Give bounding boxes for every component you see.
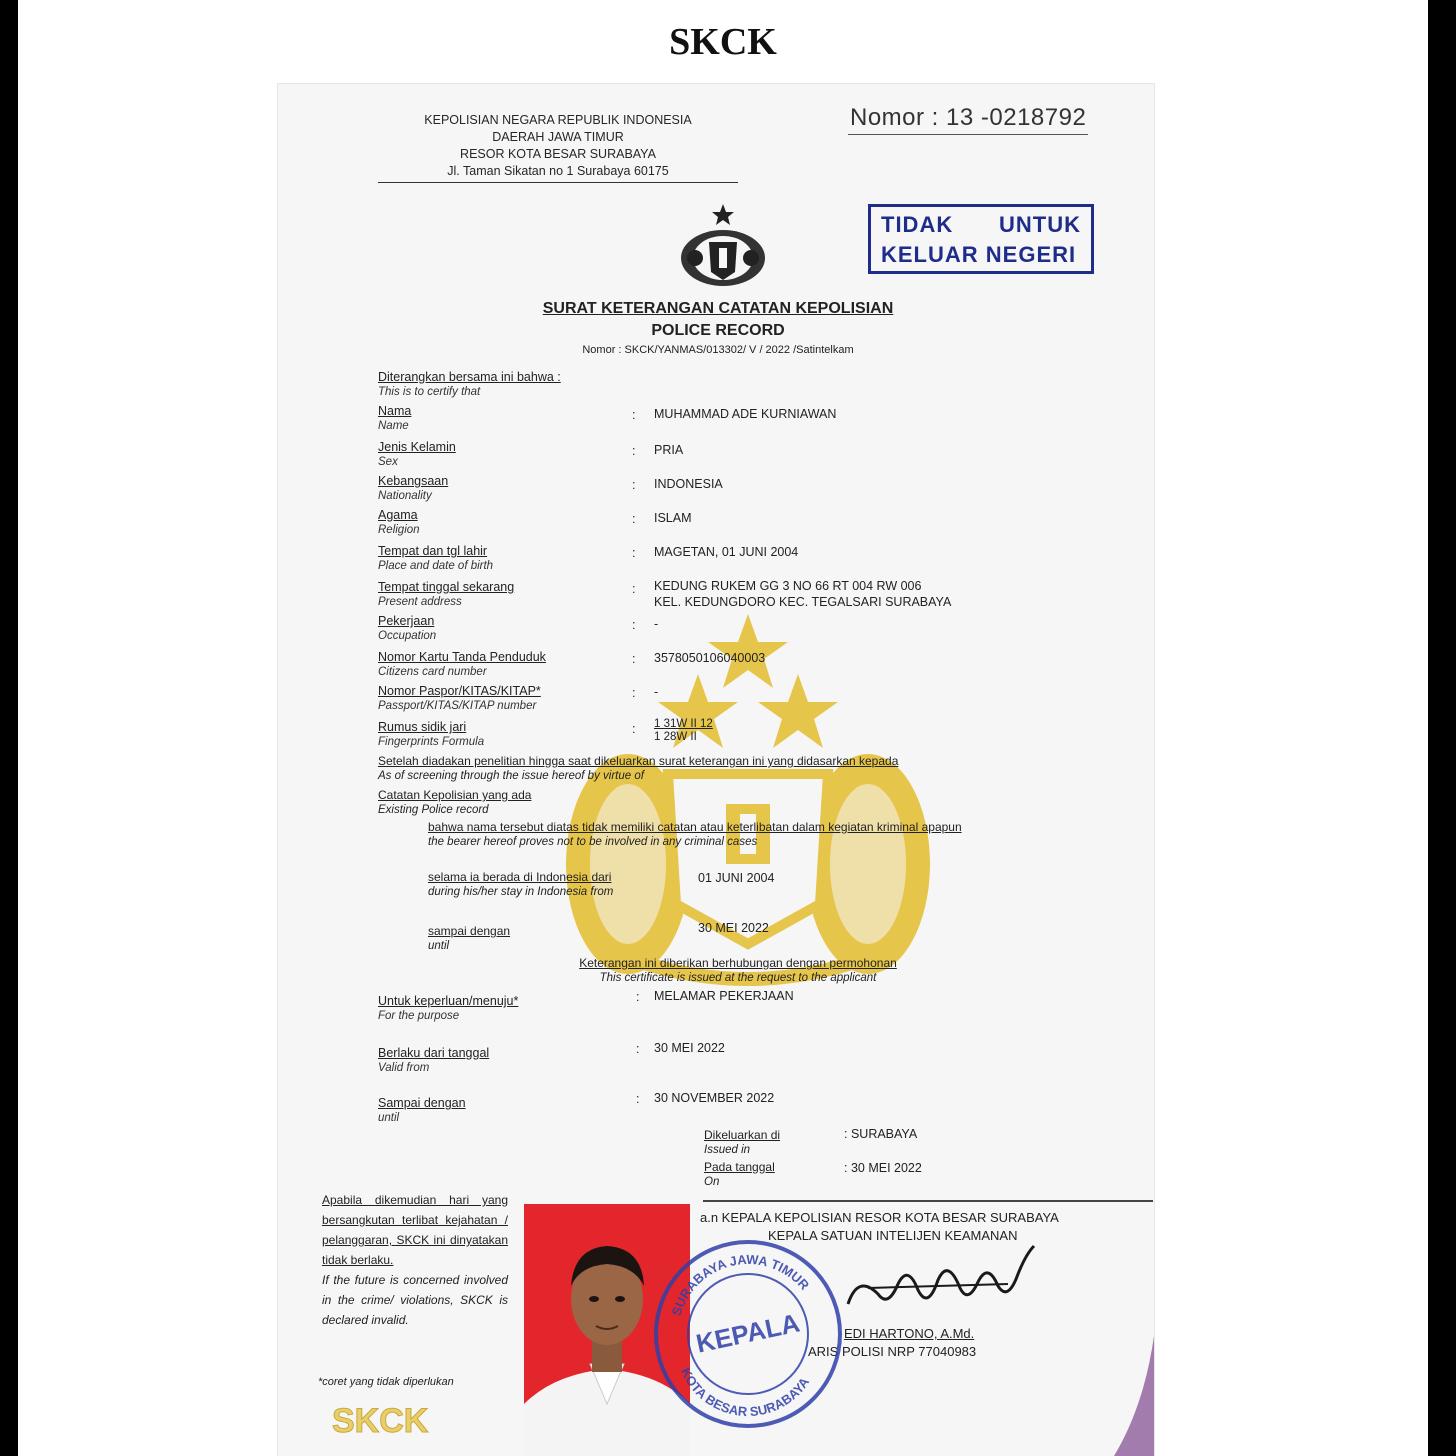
valid-from-label: Berlaku dari tanggal Valid from [378,1046,490,1074]
field-colon: : [632,652,636,666]
valid-until-label: Sampai dengan until [378,1096,466,1124]
field-colon: : [632,408,636,422]
serial-number: Nomor : 13 -0218792 [848,104,1088,135]
handwritten-signature [838,1244,1048,1324]
issued-in-city: SURABAYA [850,1127,918,1141]
issued-on-value: : 30 MEI 2022 [844,1161,922,1175]
skck-logo-text: SKCK [332,1402,429,1440]
validity-note: Apabila dikemudian hari yang bersangkutan terlibat kejahatan / pelanggaran, SKCK ini dinyatakan tidak berlaku. If the future is concerned involved in the crime/ violations, SKCK is declared invalid. [322,1193,508,1327]
field-colon: : [632,582,636,596]
field-colon: : [632,444,636,458]
document-subtitle: POLICE RECORD [651,322,785,339]
issued-in-value: : SURABAYA [844,1127,918,1141]
screening-statement: Setelah diadakan penelitian hingga saat dikeluarkan surat keterangan ini yang didasarkan kepada As of screening through the issue hereof by virtue of [378,754,899,782]
field-colon: : [632,722,636,736]
stamp-word-tidak: TIDAK [881,212,954,237]
issued-on-label: Pada tanggal On [704,1160,775,1188]
issuer-address: Jl. Taman Sikatan no 1 Surabaya 60175 [447,164,669,178]
official-seal-stamp [648,1234,848,1434]
fingerprint-line-1: 1 31W II 12 [654,718,713,730]
existing-record-label: Catatan Kepolisian yang ada Existing Police record [378,788,532,816]
purpose-value: MELAMAR PEKERJAAN [654,989,794,1003]
stay-from-value: 01 JUNI 2004 [698,871,775,885]
field-idcard-label: Nomor Kartu Tanda Penduduk Citizens card number [378,650,546,678]
stay-from-label: selama ia berada di Indonesia dari during his/her stay in Indonesia from [428,870,614,898]
field-religion-label: Agama Religion [378,508,420,536]
header-rule [378,182,738,183]
field-address-label: Tempat tinggal sekarang Present address [378,580,515,608]
field-fingerprint-value [654,718,713,744]
issued-on-date: 30 MEI 2022 [850,1161,922,1175]
field-name-label: Nama Name [378,404,412,432]
field-colon: : [632,686,636,700]
field-passport-label: Nomor Paspor/KITAS/KITAP* Passport/KITAS/KITAP number [378,684,541,712]
field-sex-label: Jenis Kelamin Sex [378,440,456,468]
stay-until-label: sampai dengan until [428,924,511,952]
field-religion-value: ISLAM [654,511,692,525]
field-colon: : [636,1042,640,1056]
signatory-line-2: KEPALA SATUAN INTELIJEN KEAMANAN [768,1228,1018,1243]
issuer-line-3: RESOR KOTA BESAR SURABAYA [460,147,656,161]
signature-rule [703,1200,1153,1202]
field-birth-label: Tempat dan tgl lahir Place and date of birth [378,544,494,572]
valid-from-value: 30 MEI 2022 [654,1041,725,1055]
field-colon: : [632,478,636,492]
signatory-name: EDI HARTONO, A.Md. [844,1326,975,1341]
field-idcard-value: 3578050106040003 [654,651,766,665]
not-abroad-stamp [868,204,1094,274]
valid-until-value: 30 NOVEMBER 2022 [654,1091,775,1105]
signatory-rank: ARIS POLISI NRP 77040983 [808,1344,977,1359]
field-colon: : [636,990,640,1004]
field-colon: : [636,1092,640,1106]
field-address-value [654,578,951,610]
intro-label: Diterangkan bersama ini bahwa : This is to certify that [378,370,561,398]
address-line-1: KEDUNG RUKEM GG 3 NO 66 RT 004 RW 006 [654,579,922,593]
issued-request-statement: Keterangan ini diberikan berhubungan dengan permohonan This certificate is issued at the request to the applicant [579,956,897,984]
field-name-value: MUHAMMAD ADE KURNIAWAN [654,407,837,421]
seal-top-text: SURABAYA JAWA TIMUR [668,1251,813,1318]
stamp-word-untuk: UNTUK [999,212,1081,237]
field-colon: : [632,618,636,632]
seal-bottom-text: KOTA BESAR SURABAYA [678,1365,813,1420]
field-fingerprint-label: Rumus sidik jari Fingerprints Formula [378,720,485,748]
issued-in-label: Dikeluarkan di Issued in [704,1128,781,1156]
stamp-line-2: KELUAR NEGERI [881,242,1077,267]
strike-footnote: *coret yang tidak diperlukan [318,1376,454,1388]
field-colon: : [632,512,636,526]
page-title: SKCK [669,21,777,63]
issuer-line-2: DAERAH JAWA TIMUR [492,130,624,144]
field-passport-value: - [654,685,659,699]
purpose-label: Untuk keperluan/menuju* For the purpose [378,994,519,1022]
issuer-header [368,112,748,183]
field-colon: : [632,546,636,560]
police-emblem-icon [673,202,773,292]
seal-center-text: KEPALA [693,1307,803,1359]
document-page [18,0,1428,1456]
address-line-2: KEL. KEDUNGDORO KEC. TEGALSARI SURABAYA [654,595,952,609]
field-occupation-label: Pekerjaan Occupation [378,614,437,642]
field-birth-value: MAGETAN, 01 JUNI 2004 [654,545,799,559]
field-occupation-value: - [654,617,659,631]
fingerprint-line-2: 1 28W II [654,731,697,743]
field-nationality-value: INDONESIA [654,477,723,491]
document-number: Nomor : SKCK/YANMAS/013302/ V / 2022 /Satintelkam [582,344,854,356]
signatory-line-1: a.n KEPALA KEPOLISIAN RESOR KOTA BESAR SURABAYA [700,1210,1059,1225]
skck-sheet [278,84,1154,1456]
page-corner-shadow [1114,1336,1154,1456]
skck-logo [328,1400,458,1440]
not-involved-statement: bahwa nama tersebut diatas tidak memiliki catatan atau keterlibatan dalam kegiatan kriminal apapun the bearer hereof proves not to be involved in any criminal cases [428,820,962,848]
stay-until-value: 30 MEI 2022 [698,921,769,935]
issuer-line-1: KEPOLISIAN NEGARA REPUBLIK INDONESIA [424,113,692,127]
field-nationality-label: Kebangsaan Nationality [378,474,449,502]
field-sex-value: PRIA [654,443,684,457]
document-title: SURAT KETERANGAN CATATAN KEPOLISIAN [542,300,894,317]
